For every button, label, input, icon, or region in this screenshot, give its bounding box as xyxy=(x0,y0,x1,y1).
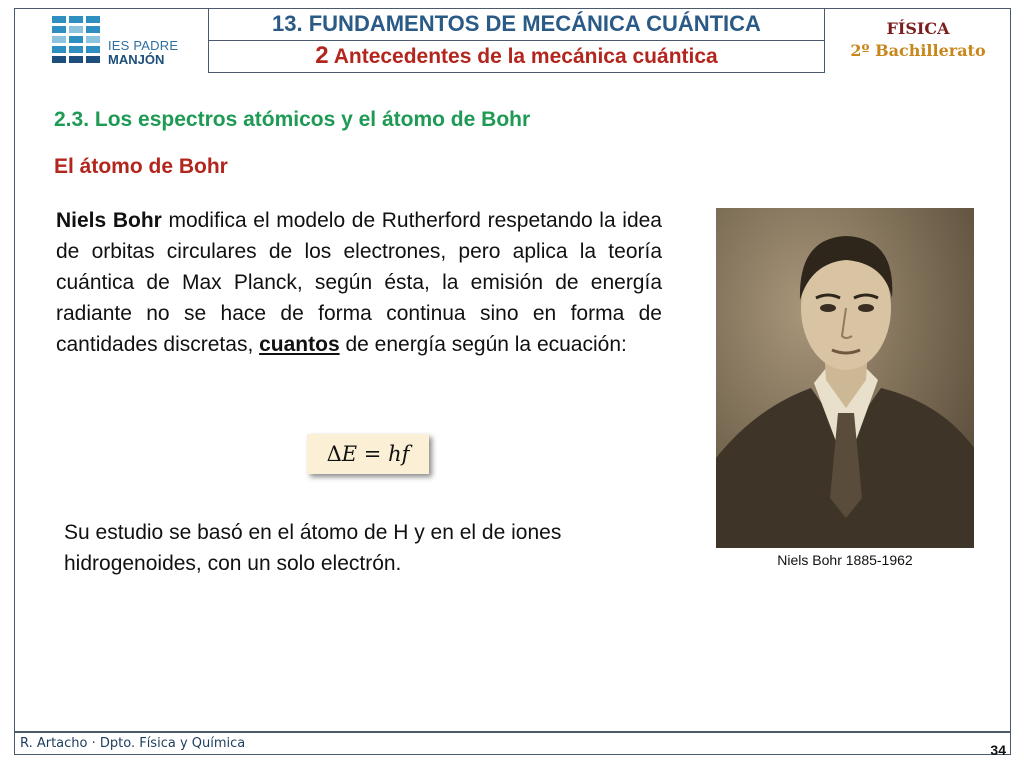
paragraph1-text-a: modifica el modelo de Rutherford respetando la idea de orbitas circulares de los electrones, pero aplica la teoría cuántica de Max Planck, según ésta, la emisión de energía radiante no se hace de forma continua sino en forma de cantidades discretas, xyxy=(56,209,662,356)
cuantos-emphasis: cuantos xyxy=(259,333,340,356)
logo-text-line1: IES PADRE xyxy=(108,38,179,53)
chapter-title-row xyxy=(209,40,824,72)
subject-name: FÍSICA xyxy=(886,19,950,38)
subsection-title: El átomo de Bohr xyxy=(54,155,228,178)
formula-lhs: E xyxy=(341,442,358,466)
logo-grid-icon xyxy=(52,16,102,66)
formula-equals: = xyxy=(357,442,389,466)
course-name: 2º Bachillerato xyxy=(850,41,986,60)
footer-divider xyxy=(14,731,1011,733)
formula-rhs: hf xyxy=(388,442,410,466)
body-paragraph-2: Su estudio se basó en el átomo de H y en el de iones hidrogenoides, con un solo electrón. xyxy=(64,521,562,575)
page-number: 34 xyxy=(990,742,1006,758)
bohr-name: Niels Bohr xyxy=(56,209,162,232)
section-title: 2.3. Los espectros atómicos y el átomo de Bohr xyxy=(54,108,531,131)
photo-caption: Niels Bohr 1885-1962 xyxy=(777,552,913,568)
chapter-number: 2 xyxy=(315,42,329,69)
paragraph1-text-b: de energía según la ecuación: xyxy=(339,333,627,356)
school-logo xyxy=(52,16,182,70)
chapter-title: Antecedentes de la mecánica cuántica xyxy=(333,45,718,68)
formula-delta: Δ xyxy=(326,442,342,466)
energy-formula xyxy=(307,434,429,474)
logo-text-line2: MANJÓN xyxy=(108,52,165,67)
course-label xyxy=(828,18,1008,62)
header-title-box xyxy=(208,8,825,73)
niels-bohr-portrait xyxy=(716,208,974,548)
body-paragraph-1 xyxy=(56,205,662,360)
footer-author: R. Artacho · Dpto. Física y Química xyxy=(20,736,246,751)
unit-title: 13. FUNDAMENTOS DE MECÁNICA CUÁNTICA xyxy=(209,9,824,41)
